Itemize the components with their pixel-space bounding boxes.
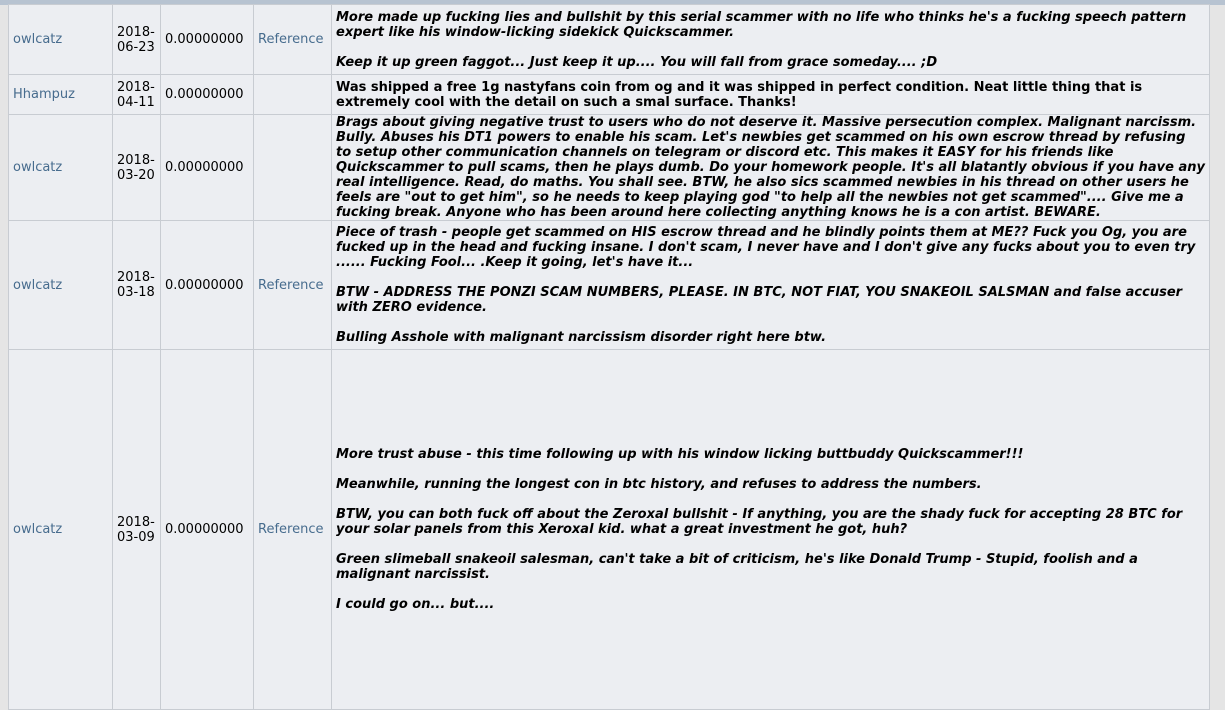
comment-cell [332, 221, 1210, 350]
date-monthday: 03-20 [117, 167, 155, 183]
reference-cell [254, 75, 332, 115]
trust-feedback-table [8, 4, 1210, 710]
comment-paragraph: More made up fucking lies and bullshit by this serial scammer with no life who thinks he's a fucking speech pattern expert like his window-licking sidekick Quickscammer. [336, 9, 1187, 40]
comment-paragraph: I could go on... but.... [336, 597, 495, 612]
table-row [9, 221, 1210, 350]
date-monthday: 03-18 [117, 285, 155, 300]
date-monthday: 04-11 [117, 94, 155, 110]
table-row [9, 75, 1210, 115]
risk-cell: 0.00000000 [161, 350, 254, 710]
date-monthday: 06-23 [117, 39, 155, 55]
reference-link[interactable]: Reference [258, 277, 324, 293]
comment-paragraph: BTW, you can both fuck off about the Zeroxal bullshit - If anything, you are the shady fuck for accepting 28 BTC for your solar panels from this Xeroxal kid. what a great investment he got, huh? [336, 507, 1183, 537]
date-cell [113, 221, 161, 350]
reference-link[interactable]: Reference [258, 32, 324, 47]
table-row [9, 350, 1210, 710]
comment-paragraph: BTW - ADDRESS THE PONZI SCAM NUMBERS, PLEASE. IN BTC, NOT FIAT, YOU SNAKEOIL SALSMAN and false accuser with ZERO evidence. [336, 285, 1183, 315]
risk-cell: 0.00000000 [161, 5, 254, 75]
reference-cell [254, 350, 332, 710]
user-cell [9, 5, 113, 75]
date-year: 2018- [117, 270, 155, 285]
date-monthday: 03-09 [117, 529, 155, 545]
comment-cell [332, 115, 1210, 221]
date-year: 2018- [117, 79, 155, 95]
table-row [9, 5, 1210, 75]
user-link[interactable]: owlcatz [13, 277, 63, 293]
user-link[interactable]: owlcatz [13, 32, 63, 47]
comment-paragraph: Meanwhile, running the longest con in btc history, and refuses to address the numbers. [336, 477, 982, 492]
user-cell [9, 75, 113, 115]
reference-cell [254, 221, 332, 350]
comment-paragraph: Piece of trash - people get scammed on HIS escrow thread and he blindly points them at ME?? Fuck you Og, you are fucked up in the head and fucking insane. I don't scam, I never have and I don't give any fucks about you to even try ...... Fucking Fool... .Keep it going, let's have it... [336, 225, 1196, 270]
comment-cell [332, 350, 1210, 710]
comment-paragraph: Keep it up green faggot... Just keep it up.... You will fall from grace someday.... ;D [336, 54, 938, 70]
user-link[interactable]: owlcatz [13, 160, 63, 175]
comment-cell [332, 75, 1210, 115]
user-cell [9, 115, 113, 221]
table-row [9, 115, 1210, 221]
comment-cell [332, 5, 1210, 75]
reference-link[interactable]: Reference [258, 522, 324, 537]
date-cell [113, 115, 161, 221]
reference-cell [254, 115, 332, 221]
date-cell [113, 5, 161, 75]
reference-cell [254, 5, 332, 75]
date-year: 2018- [117, 514, 155, 530]
comment-paragraph: More trust abuse - this time following up with his window licking buttbuddy Quickscammer!!! [336, 447, 1024, 462]
user-link[interactable]: owlcatz [13, 522, 63, 537]
date-cell [113, 350, 161, 710]
user-cell [9, 221, 113, 350]
user-link[interactable]: Hhampuz [13, 87, 75, 102]
comment-paragraph: Bulling Asshole with malignant narcissism disorder right here btw. [336, 330, 827, 345]
date-cell [113, 75, 161, 115]
risk-cell: 0.00000000 [161, 115, 254, 221]
comment-paragraph: Brags about giving negative trust to users who do not deserve it. Massive persecution complex. Malignant narcissm. Bully. Abuses his DT1 powers to enable his scam. Let's newbies get scammed on his own escrow thread by refusing to setup other communication channels on telegram or discord etc. This makes it EASY for his friends like Quickscammer to pull scams, then he plays dumb. Do your homework people. It's all blatantly obvious if you have any real intelligence. Read, do maths. You shall see. BTW, he also sics scammed newbies in his thread on other users he feels are "out to get him", so he needs to keep playing god "to help all the newbies not get scammed".... Give me a fucking break. Anyone who has been around here collecting anything knows he is a con artist. BEWARE. [336, 115, 1205, 220]
user-cell [9, 350, 113, 710]
comment-paragraph: Was shipped a free 1g nastyfans coin from og and it was shipped in perfect condition. Neat little thing that is extremely cool with the detail on such a smal surface. Thanks! [336, 79, 1143, 110]
comment-paragraph: Green slimeball snakeoil salesman, can't take a bit of criticism, he's like Donald Trump - Stupid, foolish and a malignant narcissist. [336, 552, 1138, 582]
date-year: 2018- [117, 24, 155, 40]
date-year: 2018- [117, 152, 155, 168]
risk-cell: 0.00000000 [161, 221, 254, 350]
risk-cell: 0.00000000 [161, 75, 254, 115]
